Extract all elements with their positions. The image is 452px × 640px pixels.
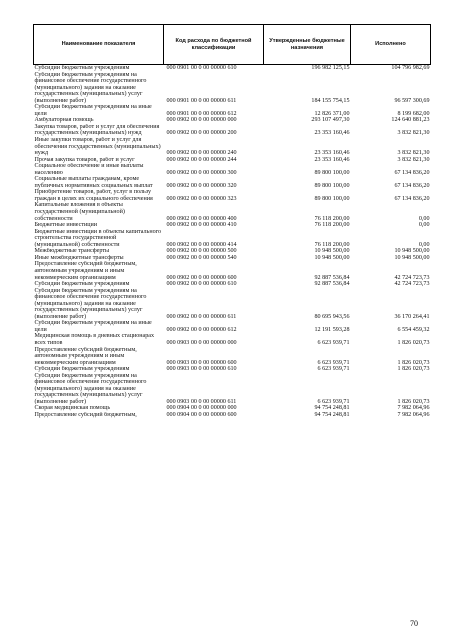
row-code: 000 0903 00 0 00 00000 600 <box>166 359 237 366</box>
row-code: 000 0902 00 0 00 00000 400 <box>166 215 237 222</box>
row-name: Бюджетные инвестиции <box>34 222 98 229</box>
row-approved: 76 118 200,00 <box>314 222 350 229</box>
row-code: 000 0902 00 0 00 00000 323 <box>166 195 237 202</box>
row-name: Субсидии бюджетным учреждениям на финансовое обеспечение государственного (муниципального) задания на оказание государственных (муниципальных) услуг (выполнение работ) <box>34 71 147 104</box>
header-approved: Утвержденные бюджетные назначения <box>264 25 351 65</box>
row-approved: 89 800 100,00 <box>314 182 350 189</box>
table-row <box>34 189 431 202</box>
table-row <box>34 137 431 157</box>
row-approved: 89 800 100,00 <box>314 195 350 202</box>
row-code: 000 0904 00 0 00 00000 600 <box>166 411 237 418</box>
row-executed: 1 826 020,73 <box>397 359 430 366</box>
row-code: 000 0902 00 0 00 00000 540 <box>166 254 237 261</box>
row-code: 000 0901 00 0 00 00000 610 <box>166 65 237 71</box>
row-approved: 6 623 939,71 <box>317 366 350 373</box>
row-executed: 67 134 836,20 <box>394 195 430 202</box>
row-approved: 6 623 939,71 <box>317 398 350 405</box>
row-executed: 0,00 <box>418 222 430 229</box>
row-approved: 94 754 248,81 <box>314 411 350 418</box>
row-name: Прочая закупка товаров, работ и услуг <box>34 156 135 163</box>
row-approved: 293 107 497,30 <box>311 117 350 124</box>
row-code: 000 0902 00 0 00 00000 000 <box>166 117 237 124</box>
row-executed: 42 724 723,73 <box>394 274 430 281</box>
row-executed: 0,00 <box>418 215 430 222</box>
row-name: Субсидии бюджетным учреждениям на финансовое обеспечение государственного (муниципального) задания на оказание государственных (муниципальных) услуг (выполнение работ) <box>34 372 147 405</box>
row-approved: 76 118 200,00 <box>314 241 350 248</box>
row-name: Субсидии бюджетным учреждениям <box>34 366 130 373</box>
row-code: 000 0903 00 0 00 00000 000 <box>166 339 237 346</box>
row-approved: 184 155 754,15 <box>311 97 350 104</box>
row-name: Субсидии бюджетным учреждениям <box>34 65 130 71</box>
table-row <box>34 373 431 406</box>
row-executed: 1 826 020,73 <box>397 366 430 373</box>
table-row <box>34 104 431 117</box>
table-row <box>34 347 431 367</box>
row-code: 000 0901 00 0 00 00000 612 <box>166 110 237 117</box>
row-name: Социальные выплаты гражданам, кроме публичных нормативных социальных выплат <box>34 176 153 189</box>
row-executed: 10 948 500,00 <box>394 248 430 255</box>
row-approved: 94 754 248,81 <box>314 405 350 412</box>
row-executed: 7 982 064,96 <box>397 405 430 412</box>
row-name: Субсидии бюджетным учреждениям на иные цели <box>34 320 152 333</box>
row-code: 000 0902 00 0 00 00000 300 <box>166 169 237 176</box>
table-row <box>34 176 431 189</box>
table-row <box>34 65 431 72</box>
header-row <box>34 25 431 65</box>
row-code: 000 0902 00 0 00 00000 320 <box>166 182 237 189</box>
row-name: Социальное обеспечение и иные выплаты населению <box>34 163 144 176</box>
budget-table <box>33 24 431 419</box>
row-approved: 89 800 100,00 <box>314 169 350 176</box>
row-code: 000 0902 00 0 00 00000 611 <box>166 313 237 320</box>
row-name: Капитальные вложения в объекты государственной (муниципальной) собственности <box>34 202 125 222</box>
row-approved: 92 887 536,84 <box>314 281 350 288</box>
row-executed: 42 724 723,73 <box>394 281 430 288</box>
row-executed: 10 948 500,00 <box>394 254 430 261</box>
row-name: Медицинская помощь в дневных стационарах всех типов <box>34 333 155 346</box>
row-code: 000 0902 00 0 00 00000 200 <box>166 130 237 137</box>
row-name: Закупка товаров, работ и услуг для обеспечения государственных (муниципальных) нужд <box>34 123 160 137</box>
row-approved: 12 826 371,00 <box>314 110 350 117</box>
row-approved: 76 118 200,00 <box>314 215 350 222</box>
row-executed: 6 554 459,32 <box>397 326 430 333</box>
row-approved: 23 353 160,46 <box>314 150 350 157</box>
row-executed: 124 640 881,23 <box>391 117 430 124</box>
row-executed: 1 826 020,73 <box>397 339 430 346</box>
row-name: Предоставление субсидий бюджетным, автономным учреждениям и иным некоммерческим организациям <box>34 346 137 366</box>
table-row <box>34 163 431 176</box>
table-row <box>34 412 431 419</box>
row-executed: 3 832 821,30 <box>397 150 430 157</box>
row-name: Бюджетные инвестиции в объекты капитального строительства государственной (муниципальной) собственности <box>34 228 162 248</box>
header-executed: Исполнено <box>351 25 431 65</box>
row-executed: 8 199 682,00 <box>397 110 430 117</box>
row-name: Скорая медицинская помощь <box>34 405 111 412</box>
table-row <box>34 229 431 249</box>
row-name: Субсидии бюджетным учреждениям на иные цели <box>34 104 152 117</box>
row-approved: 196 982 125,15 <box>311 65 350 71</box>
row-code: 000 0902 00 0 00 00000 410 <box>166 222 237 229</box>
row-name: Субсидии бюджетным учреждениям на финансовое обеспечение государственного (муниципального) задания на оказание государственных (муниципальных) услуг (выполнение работ) <box>34 287 147 320</box>
row-code: 000 0903 00 0 00 00000 611 <box>166 398 237 405</box>
table-row <box>34 333 431 346</box>
table-row <box>34 261 431 281</box>
row-name: Амбулаторная помощь <box>34 117 94 124</box>
row-name: Предоставление субсидий бюджетным, <box>34 411 137 418</box>
row-executed: 96 597 300,69 <box>394 97 430 104</box>
page-number: 70 <box>410 619 418 628</box>
row-executed: 3 832 821,30 <box>397 130 430 137</box>
row-executed: 67 134 836,20 <box>394 169 430 176</box>
row-name: Иные межбюджетные трансферты <box>34 254 124 261</box>
row-executed: 7 982 064,96 <box>397 411 430 418</box>
row-approved: 10 948 500,00 <box>314 254 350 261</box>
row-approved: 23 353 160,46 <box>314 156 350 163</box>
row-name: Межбюджетные трансферты <box>34 248 110 255</box>
row-name: Иные закупки товаров, работ и услуг для обеспечения государственных (муниципальных) нужд <box>34 137 161 157</box>
row-code: 000 0902 00 0 00 00000 244 <box>166 156 237 163</box>
row-executed: 0,00 <box>418 241 430 248</box>
row-code: 000 0902 00 0 00 00000 240 <box>166 150 237 157</box>
row-executed: 36 170 264,41 <box>394 313 430 320</box>
table-header <box>34 25 431 65</box>
table-body <box>34 65 431 419</box>
row-executed: 104 796 982,69 <box>391 65 430 71</box>
row-code: 000 0902 00 0 00 00000 500 <box>166 248 237 255</box>
header-budget-code: Код расхода по бюджетной классификации <box>164 25 264 65</box>
row-code: 000 0902 00 0 00 00000 610 <box>166 281 237 288</box>
row-executed: 1 826 020,73 <box>397 398 430 405</box>
table-row <box>34 72 431 105</box>
row-approved: 80 695 943,56 <box>314 313 350 320</box>
row-approved: 6 623 939,71 <box>317 339 350 346</box>
row-code: 000 0901 00 0 00 00000 611 <box>166 97 237 104</box>
row-name: Приобретение товаров, работ, услуг в пользу граждан в целях их социального обеспечения <box>34 189 153 202</box>
row-code: 000 0903 00 0 00 00000 610 <box>166 366 237 373</box>
row-code: 000 0902 00 0 00 00000 612 <box>166 326 237 333</box>
row-code: 000 0902 00 0 00 00000 600 <box>166 274 237 281</box>
row-executed: 67 134 836,20 <box>394 182 430 189</box>
row-executed: 3 832 821,30 <box>397 156 430 163</box>
table-row <box>34 288 431 321</box>
table-row <box>34 124 431 137</box>
table-row <box>34 320 431 333</box>
row-approved: 6 623 939,71 <box>317 359 350 366</box>
row-approved: 92 887 536,84 <box>314 274 350 281</box>
row-name: Предоставление субсидий бюджетным, автономным учреждениям и иным некоммерческим организациям <box>34 261 137 281</box>
row-approved: 10 948 500,00 <box>314 248 350 255</box>
row-approved: 12 191 593,28 <box>314 326 350 333</box>
table-row <box>34 202 431 222</box>
header-indicator-name: Наименование показателя <box>34 25 164 65</box>
row-name: Субсидии бюджетным учреждениям <box>34 281 130 288</box>
row-code: 000 0902 00 0 00 00000 414 <box>166 241 237 248</box>
row-code: 000 0904 00 0 00 00000 000 <box>166 405 237 412</box>
row-approved: 23 353 160,46 <box>314 130 350 137</box>
